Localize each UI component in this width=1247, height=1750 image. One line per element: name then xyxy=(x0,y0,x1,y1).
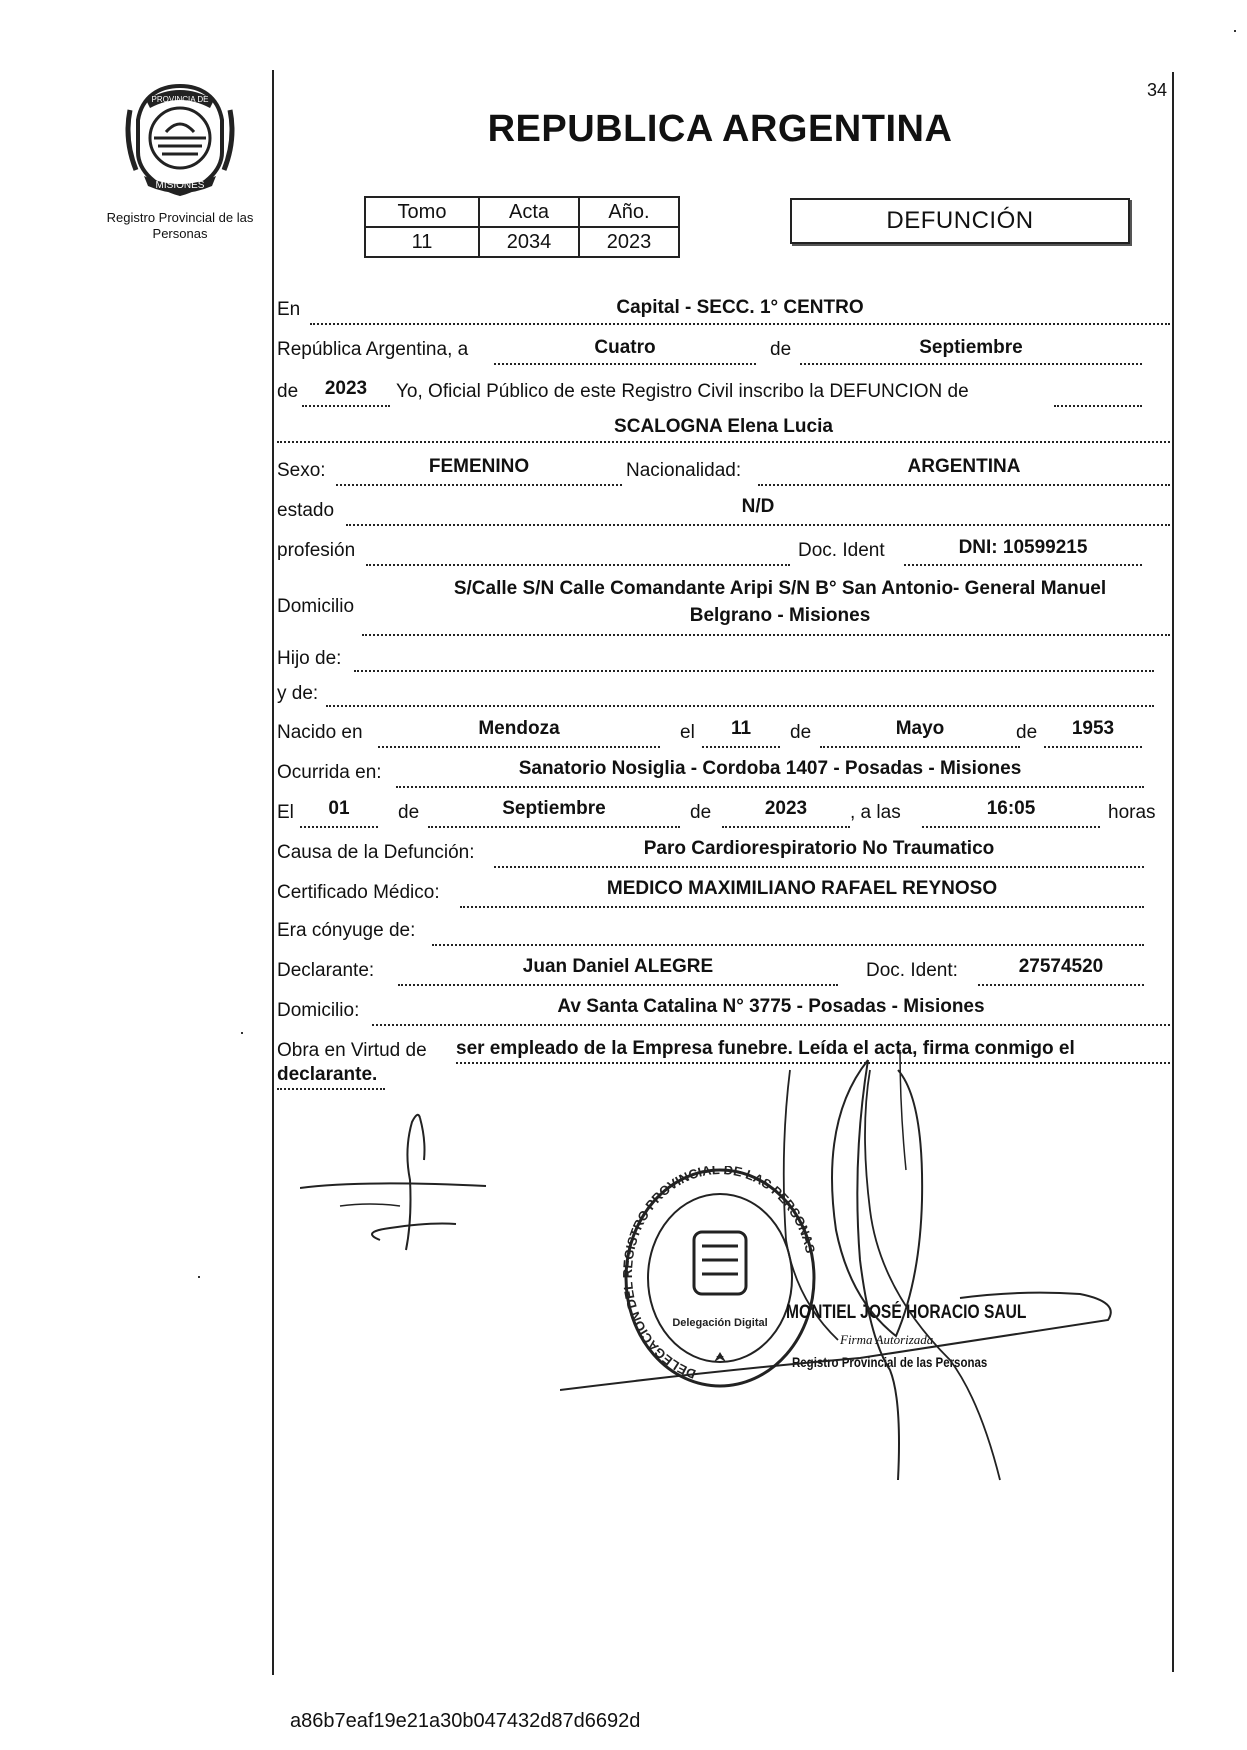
birth-day: 11 xyxy=(730,718,752,739)
decl-doc-value: 27574520 xyxy=(1018,956,1104,977)
birth-month: Mayo xyxy=(895,718,945,739)
doc-label: Doc. Ident xyxy=(798,540,885,561)
table-header: Acta xyxy=(479,197,579,227)
obra-end: declarante. xyxy=(277,1064,378,1085)
ocurrida-value: Sanatorio Nosiglia - Cordoba 1407 - Posadas - Misiones xyxy=(518,758,1022,779)
footer-hash: a86b7eaf19e21a30b047432d87d6692d xyxy=(290,1710,641,1732)
declarante-label: Declarante: xyxy=(277,960,375,981)
officer-text: Yo, Oficial Público de este Registro Civil inscribo la DEFUNCION de xyxy=(396,381,969,402)
record-type: DEFUNCIÓN xyxy=(886,207,1034,234)
official-role: Firma Autorizada xyxy=(840,1332,934,1347)
sexo-label: Sexo: xyxy=(277,460,326,481)
conyuge-label: Era cónyuge de: xyxy=(277,920,416,941)
death-month: Septiembre xyxy=(502,798,606,819)
el-label: el xyxy=(680,722,695,743)
official-registry: Registro Provincial de las Personas xyxy=(792,1354,988,1370)
declarant-signature xyxy=(300,1110,490,1260)
cert-value: MEDICO MAXIMILIANO RAFAEL REYNOSO xyxy=(606,878,998,899)
scan-speck xyxy=(198,1276,200,1278)
official-name: MONTIEL JOSÉ HORACIO SAUL xyxy=(786,1302,1027,1323)
en-label: En xyxy=(277,299,301,320)
obra-rest: ser empleado de la Empresa funebre. Leída el acta, firma conmigo el xyxy=(456,1038,1075,1059)
table-cell: 2034 xyxy=(479,227,579,257)
svg-text:Delegación Digital: Delegación Digital xyxy=(672,1317,768,1329)
registry-name: Registro Provincial de las Personas xyxy=(106,210,254,241)
cert-label: Certificado Médico: xyxy=(277,882,440,903)
deceased-name: SCALOGNA Elena Lucia xyxy=(614,416,833,437)
domicilio-line1: S/Calle S/N Calle Comandante Aripi S/N B° San Antonio- General Manuel xyxy=(453,578,1107,599)
right-margin-line xyxy=(1172,72,1174,1672)
day-value: Cuatro xyxy=(594,337,656,358)
page-title: REPUBLICA ARGENTINA xyxy=(487,108,953,150)
de-label: de xyxy=(790,722,812,743)
estado-value: N/D xyxy=(741,496,775,517)
de-label: de xyxy=(690,802,712,823)
nacido-label: Nacido en xyxy=(277,722,363,743)
year-value: 2023 xyxy=(324,378,368,399)
horas-label: horas xyxy=(1108,802,1156,823)
svg-text:PROVINCIA DE: PROVINCIA DE xyxy=(151,95,209,104)
svg-text:DELEGACION DEL REGISTRO PROVIN: DELEGACION DE GISTRO PROVINCIAL DE LAS PERSONAS xyxy=(622,1166,818,1382)
de-label: de xyxy=(770,339,792,360)
page-number: 34 xyxy=(1147,80,1168,100)
table-header: Tomo xyxy=(365,197,479,227)
left-margin-line xyxy=(272,70,274,1675)
place-value: Capital - SECC. 1° CENTRO xyxy=(616,297,864,318)
hijo-label: Hijo de: xyxy=(277,648,342,669)
death-year: 2023 xyxy=(764,798,808,819)
domicilio-label: Domicilio xyxy=(277,596,355,617)
de-label: de xyxy=(1016,722,1038,743)
estado-label: estado xyxy=(277,500,335,521)
doc-value: DNI: 10599215 xyxy=(958,537,1088,558)
causa-label: Causa de la Defunción: xyxy=(277,842,475,863)
ocurrida-label: Ocurrida en: xyxy=(277,762,382,783)
y-de-label: y de: xyxy=(277,683,319,704)
record-table xyxy=(364,196,680,258)
table-cell: 11 xyxy=(365,227,479,257)
svg-text:MISIONES: MISIONES xyxy=(155,180,205,191)
decl-doc-label: Doc. Ident: xyxy=(866,960,958,981)
de-label: de xyxy=(398,802,420,823)
decl-dom-value: Av Santa Catalina N° 3775 - Posadas - Misiones xyxy=(557,996,985,1017)
birth-year: 1953 xyxy=(1071,718,1115,739)
causa-value: Paro Cardiorespiratorio No Traumatico xyxy=(643,838,995,859)
table-row xyxy=(365,227,679,257)
table-header: Año. xyxy=(579,197,679,227)
province-emblem xyxy=(120,80,240,198)
alas-label: , a las xyxy=(850,802,901,823)
table-header-row xyxy=(365,197,679,227)
de-label: de xyxy=(277,381,299,402)
death-time: 16:05 xyxy=(986,798,1036,819)
month-value: Septiembre xyxy=(919,337,1023,358)
declarante-value: Juan Daniel ALEGRE xyxy=(522,956,714,977)
decl-dom-label: Domicilio: xyxy=(277,1000,360,1021)
emblem-shield-icon xyxy=(120,80,240,198)
death-day: 01 xyxy=(328,798,350,819)
republica-label: República Argentina, a xyxy=(277,339,469,360)
scan-speck xyxy=(1234,30,1236,32)
nacionalidad-value: ARGENTINA xyxy=(907,456,1021,477)
sexo-value: FEMENINO xyxy=(428,456,530,477)
scan-speck xyxy=(241,1032,243,1034)
nacido-place: Mendoza xyxy=(478,718,560,739)
nacionalidad-label: Nacionalidad: xyxy=(626,460,742,481)
profesion-label: profesión xyxy=(277,540,356,561)
record-type-box xyxy=(790,198,1130,244)
domicilio-line2: Belgrano - Misiones xyxy=(689,605,871,626)
table-cell: 2023 xyxy=(579,227,679,257)
el-label: El xyxy=(277,802,294,823)
obra-prefix: Obra en Virtud de xyxy=(277,1040,427,1061)
official-signature xyxy=(560,1040,1120,1500)
